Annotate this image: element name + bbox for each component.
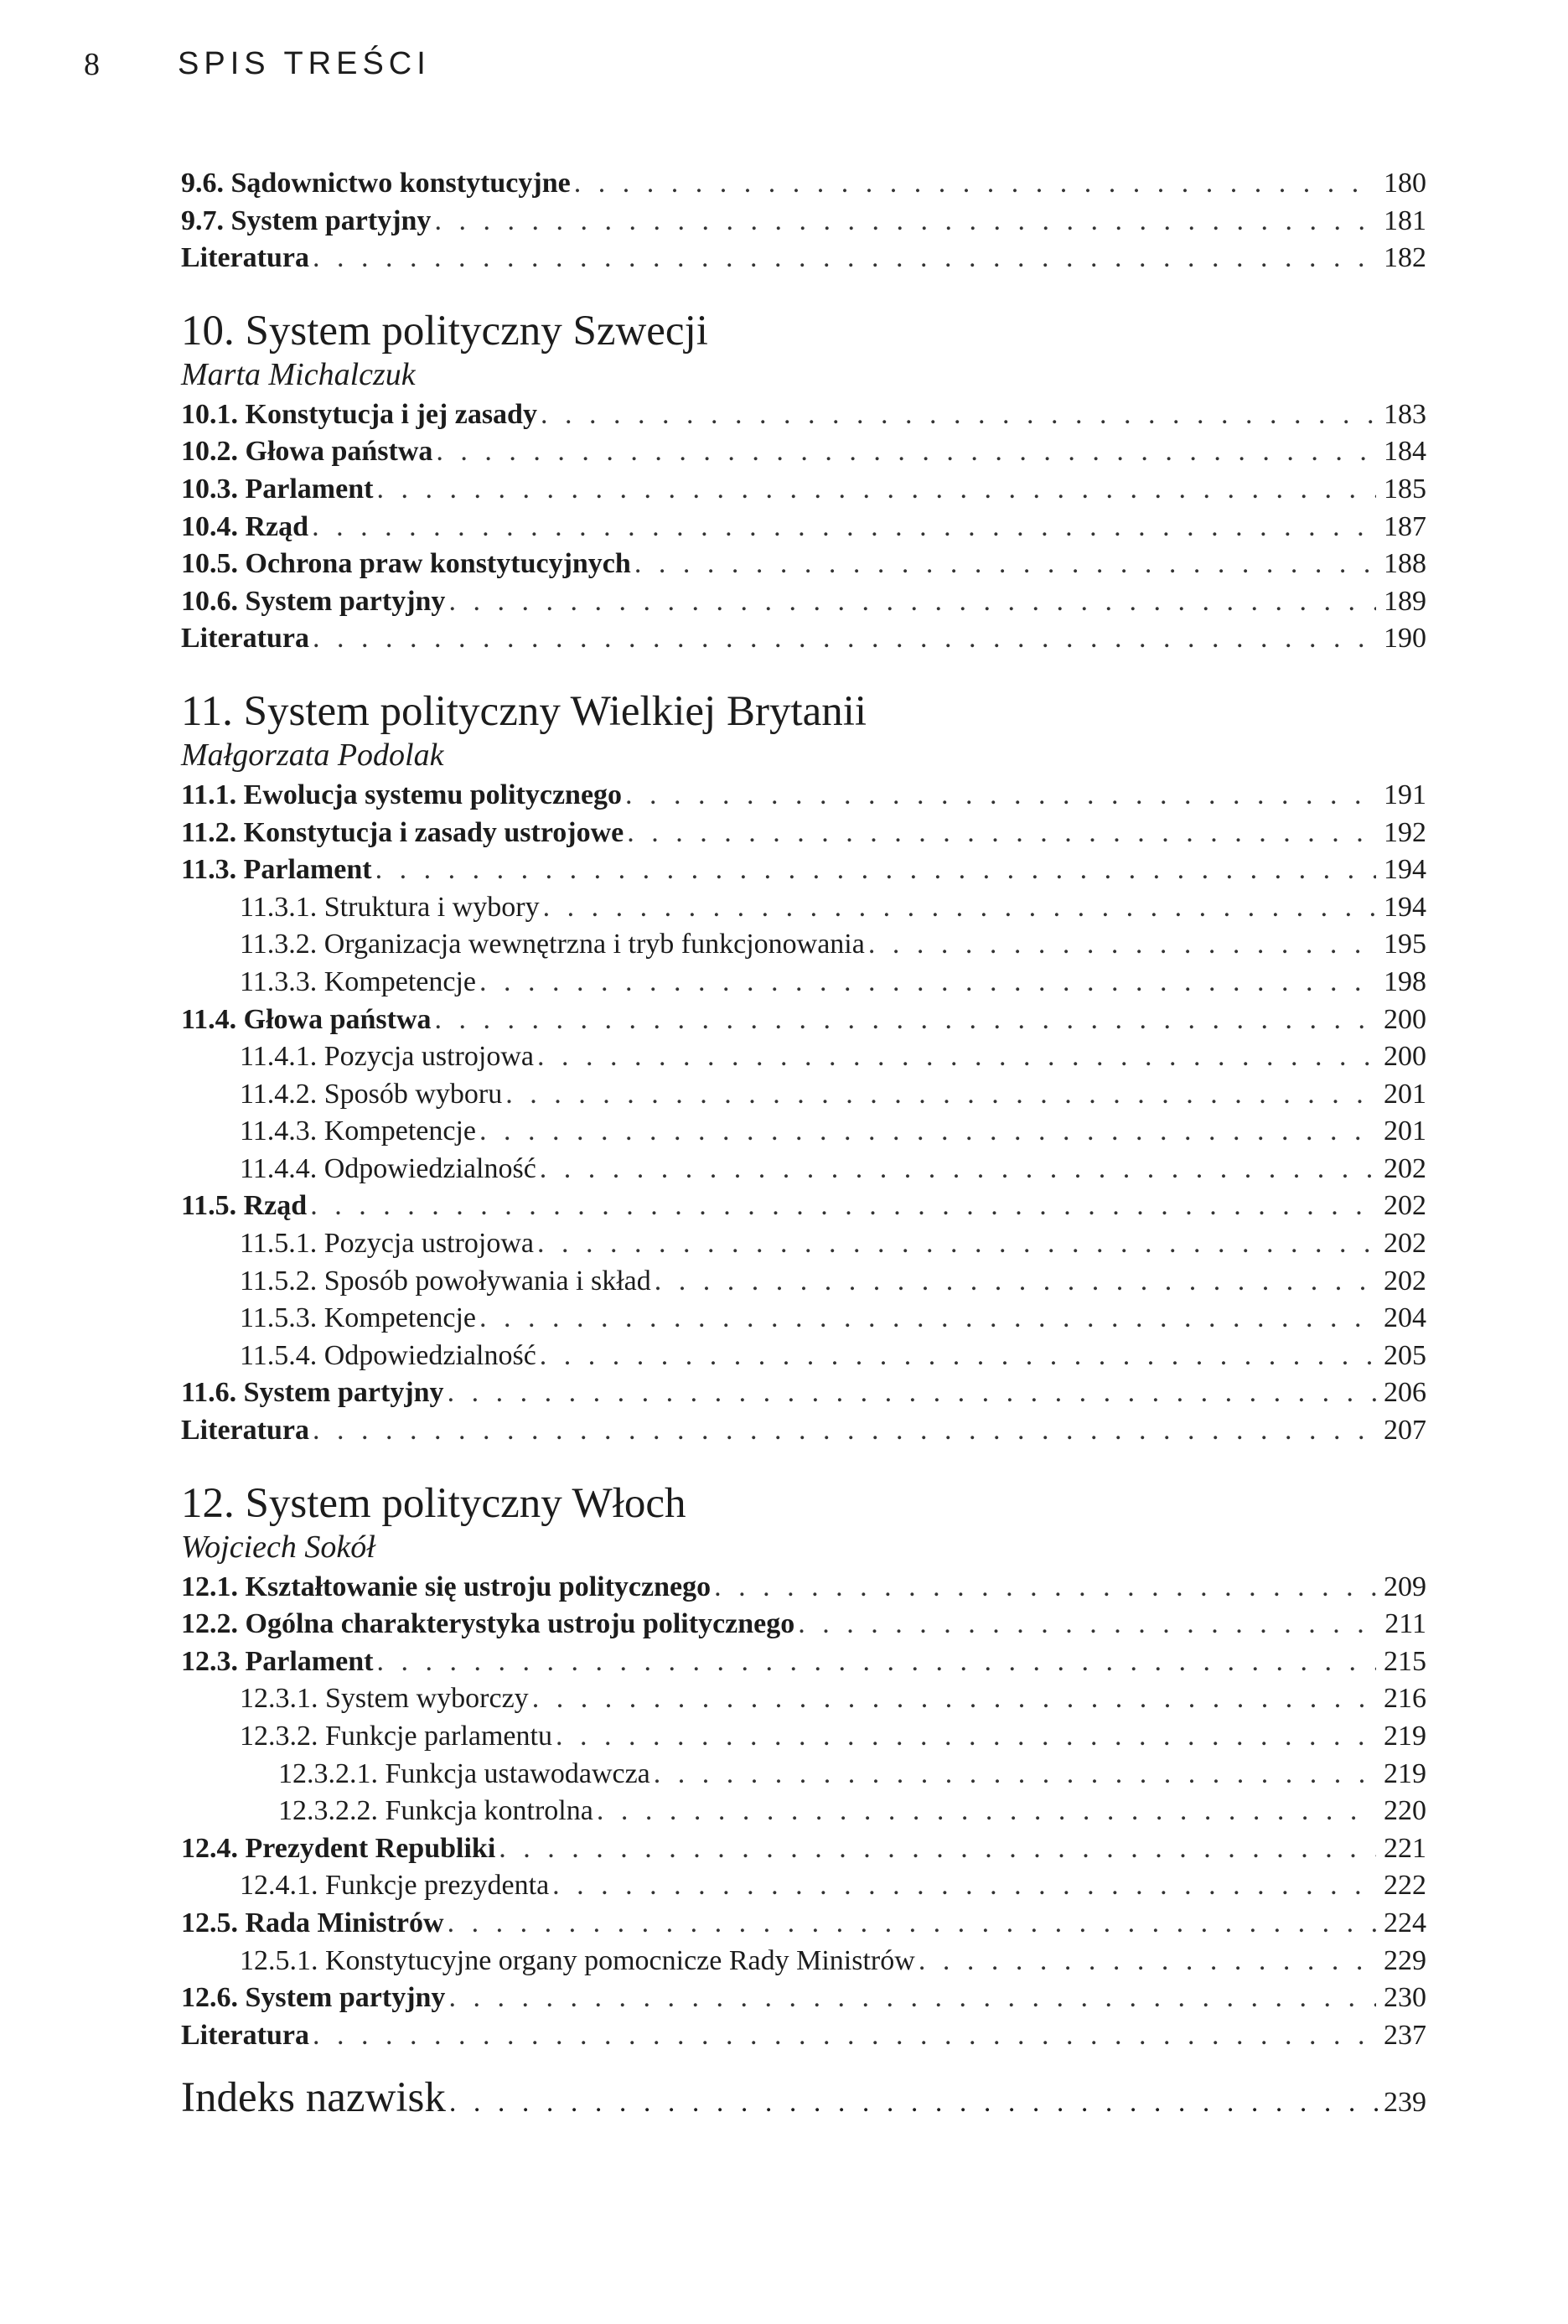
leader-dots: [552, 1721, 1376, 1752]
toc-entry[interactable]: [181, 892, 1426, 929]
toc-entry-label: 10.2. Głowa państwa: [181, 436, 433, 468]
leader-dots: [432, 1004, 1377, 1036]
toc-entry-page: 195: [1384, 929, 1426, 960]
toc-entry[interactable]: [181, 242, 1426, 280]
toc-entry[interactable]: [181, 1302, 1426, 1340]
toc-entry[interactable]: [181, 1758, 1426, 1796]
toc-entry-label: 12.3. Parlament: [181, 1645, 374, 1677]
page-number: 8: [84, 47, 100, 82]
leader-dots: [529, 1683, 1376, 1715]
chapter-title[interactable]: 10. System polityczny Szwecji: [181, 307, 708, 355]
index-entry-label: Indeks nazwisk: [181, 2074, 446, 2122]
leader-dots: [502, 1079, 1376, 1110]
toc-entry[interactable]: [181, 623, 1426, 660]
toc-entry[interactable]: [181, 1608, 1426, 1646]
leader-dots: [444, 1907, 1376, 1939]
index-entry-page: 239: [1384, 2087, 1426, 2119]
toc-entry[interactable]: [181, 1340, 1426, 1378]
toc-entry-label: 10.6. System partyjny: [181, 585, 446, 617]
toc-entry[interactable]: [181, 205, 1426, 243]
chapters: [181, 307, 1426, 2057]
toc-entry-page: 204: [1384, 1302, 1426, 1334]
toc-entry-page: 224: [1384, 1907, 1426, 1938]
toc-entry[interactable]: [181, 1153, 1426, 1191]
leader-dots: [432, 436, 1376, 468]
index-entry[interactable]: [181, 2073, 1426, 2127]
toc-entry-label: 12.5. Rada Ministrów: [181, 1907, 444, 1938]
toc-entry-label: 11.4.1. Pozycja ustrojowa: [240, 1041, 534, 1073]
chapter-section: [181, 1479, 1426, 2057]
toc-entry-label: Literatura: [181, 2019, 309, 2051]
leader-dots: [308, 511, 1376, 543]
leader-dots: [309, 623, 1376, 655]
toc-entry[interactable]: [181, 929, 1426, 966]
toc-entry-page: 200: [1384, 1041, 1426, 1073]
toc-entry-page: 219: [1384, 1757, 1426, 1789]
toc-entry-page: 209: [1384, 1571, 1426, 1602]
toc-entry-label: 11.4.3. Kompetencje: [240, 1115, 476, 1147]
leader-dots: [495, 1833, 1376, 1865]
toc-entry-label: 11.4.2. Sposób wyboru: [240, 1078, 503, 1110]
leader-dots: [476, 966, 1376, 998]
toc-entry-page: 205: [1384, 1339, 1426, 1371]
toc-entry-page: 184: [1384, 436, 1426, 468]
leader-dots: [549, 1870, 1376, 1902]
leader-dots: [309, 1415, 1376, 1447]
toc-entry-label: 9.6. Sądownictwo konstytucyjne: [181, 168, 571, 199]
toc-entry[interactable]: [181, 1646, 1426, 1684]
toc-entry-page: 198: [1384, 965, 1426, 997]
toc-entry-page: 187: [1384, 510, 1426, 542]
toc-entry-label: 12.3.2. Funkcje parlamentu: [240, 1721, 552, 1752]
toc-entry[interactable]: [181, 1721, 1426, 1758]
toc-entry[interactable]: [181, 436, 1426, 474]
chapter-title[interactable]: 11. System polityczny Wielkiej Brytanii: [181, 687, 867, 735]
leader-dots: [476, 1115, 1376, 1147]
toc-entry-label: Literatura: [181, 1415, 309, 1447]
toc-entry[interactable]: [181, 1415, 1426, 1452]
chapter-author: Małgorzata Podolak: [181, 737, 444, 773]
toc-entry-page: 202: [1384, 1265, 1426, 1297]
toc-entry-page: 211: [1384, 1608, 1426, 1640]
toc-entry-label: 11.3.2. Organizacja wewnętrzna i tryb funkcjonowania: [240, 929, 865, 960]
toc-entry[interactable]: [181, 1079, 1426, 1116]
toc-entry-label: 11.3.3. Kompetencje: [240, 965, 476, 997]
leader-dots: [446, 2087, 1384, 2119]
leader-dots: [571, 168, 1376, 199]
toc-entry-label: 10.1. Konstytucja i jej zasady: [181, 398, 537, 430]
toc-entry[interactable]: [181, 1228, 1426, 1266]
toc-entry-page: 188: [1384, 548, 1426, 580]
toc-entry[interactable]: [181, 399, 1426, 437]
leader-dots: [445, 586, 1376, 618]
toc-entry-label: 12.4.1. Funkcje prezydenta: [240, 1870, 550, 1902]
toc-entry-page: 229: [1384, 1944, 1426, 1976]
toc-entry-label: 12.3.1. System wyborczy: [240, 1683, 529, 1715]
toc-entry-page: 191: [1384, 779, 1426, 810]
toc-entry[interactable]: [181, 1795, 1426, 1833]
toc-entry-label: 11.4.4. Odpowiedzialność: [240, 1152, 536, 1184]
leader-dots: [444, 1377, 1376, 1409]
toc-entry-page: 215: [1384, 1645, 1426, 1677]
toc-entry[interactable]: [181, 1004, 1426, 1042]
toc-entry[interactable]: [181, 1982, 1426, 2020]
leader-dots: [309, 242, 1376, 274]
leader-dots: [307, 1190, 1376, 1222]
toc-entry[interactable]: [181, 1945, 1426, 1983]
toc-entry-label: 11.5. Rząd: [181, 1190, 308, 1222]
toc-entry-page: 180: [1384, 168, 1426, 199]
prev-entries: [181, 168, 1426, 280]
leader-dots: [431, 205, 1376, 237]
leader-dots: [794, 1608, 1376, 1640]
toc-entry-label: 12.4. Prezydent Republiki: [181, 1832, 496, 1864]
leader-dots: [593, 1795, 1376, 1827]
toc-entry-page: 183: [1384, 398, 1426, 430]
running-head: SPIS TREŚCI: [178, 46, 431, 81]
toc-entry-label: 10.5. Ochrona praw konstytucyjnych: [181, 548, 631, 580]
leader-dots: [540, 892, 1376, 924]
toc-entry-label: 11.3.1. Struktura i wybory: [240, 891, 540, 923]
leader-dots: [537, 399, 1376, 431]
leader-dots: [651, 1266, 1376, 1297]
leader-dots: [536, 1340, 1376, 1372]
leader-dots: [624, 817, 1376, 849]
table-of-contents: [181, 168, 1426, 2127]
toc-entry-page: 185: [1384, 473, 1426, 505]
chapter-author: Marta Michalczuk: [181, 356, 416, 392]
toc-entry-label: 11.5.2. Sposób powoływania i skład: [240, 1265, 651, 1297]
leader-dots: [536, 1153, 1376, 1185]
leader-dots: [631, 548, 1376, 580]
leader-dots: [865, 929, 1376, 960]
toc-entry-label: 12.2. Ogólna charakterystyka ustroju politycznego: [181, 1608, 795, 1640]
toc-entry-label: 11.6. System partyjny: [181, 1377, 444, 1409]
toc-entry[interactable]: [181, 966, 1426, 1004]
toc-entry-page: 202: [1384, 1152, 1426, 1184]
leader-dots: [711, 1571, 1376, 1603]
leader-dots: [915, 1945, 1376, 1977]
toc-entry-label: 11.5.4. Odpowiedzialność: [240, 1339, 536, 1371]
toc-entry-page: 230: [1384, 1982, 1426, 2014]
leader-dots: [476, 1302, 1376, 1334]
toc-entry-label: 12.3.2.2. Funkcja kontrolna: [278, 1795, 593, 1827]
toc-entry-page: 192: [1384, 816, 1426, 848]
leader-dots: [373, 1646, 1376, 1678]
toc-entry[interactable]: [181, 511, 1426, 549]
toc-entry[interactable]: [181, 817, 1426, 855]
toc-entry[interactable]: [181, 548, 1426, 586]
toc-entry-page: 181: [1384, 204, 1426, 236]
chapter-title[interactable]: 12. System polityczny Włoch: [181, 1479, 686, 1527]
toc-entry-label: 11.1. Ewolucja systemu politycznego: [181, 779, 623, 810]
toc-entry[interactable]: [181, 474, 1426, 511]
toc-entry-label: 10.3. Parlament: [181, 473, 374, 505]
toc-entry-label: 11.5.3. Kompetencje: [240, 1302, 476, 1334]
toc-entry-page: 182: [1384, 242, 1426, 274]
leader-dots: [373, 474, 1376, 505]
leader-dots: [650, 1758, 1376, 1790]
chapter-section: [181, 687, 1426, 1452]
toc-entry-label: 12.1. Kształtowanie się ustroju politycznego: [181, 1571, 712, 1602]
chapter-section: [181, 307, 1426, 660]
toc-entry[interactable]: [181, 1377, 1426, 1415]
toc-entry[interactable]: [181, 586, 1426, 624]
toc-entry-page: 201: [1384, 1078, 1426, 1110]
toc-entry[interactable]: [181, 1115, 1426, 1153]
toc-entry-label: 12.5.1. Konstytucyjne organy pomocnicze Rady Ministrów: [240, 1944, 915, 1976]
toc-entry[interactable]: [181, 1907, 1426, 1945]
leader-dots: [309, 2020, 1376, 2052]
toc-entry-page: 219: [1384, 1721, 1426, 1752]
chapter-author: Wojciech Sokół: [181, 1529, 375, 1565]
toc-entry-page: 200: [1384, 1003, 1426, 1035]
toc-entry[interactable]: [181, 168, 1426, 205]
leader-dots: [372, 854, 1376, 886]
toc-entry-page: 194: [1384, 891, 1426, 923]
toc-entry[interactable]: [181, 1266, 1426, 1303]
toc-entry[interactable]: [181, 1571, 1426, 1609]
toc-entry-page: 222: [1384, 1870, 1426, 1902]
toc-entry-label: 12.3.2.1. Funkcja ustawodawcza: [278, 1757, 650, 1789]
toc-entry-page: 202: [1384, 1190, 1426, 1222]
toc-entry[interactable]: [181, 1190, 1426, 1228]
toc-entry-label: 11.3. Parlament: [181, 854, 372, 886]
toc-entry-page: 220: [1384, 1795, 1426, 1827]
toc-entry-page: 237: [1384, 2019, 1426, 2051]
toc-entry[interactable]: [181, 1041, 1426, 1079]
toc-entry-page: 189: [1384, 585, 1426, 617]
toc-entry-page: 221: [1384, 1832, 1426, 1864]
leader-dots: [534, 1041, 1376, 1073]
toc-entry-page: 202: [1384, 1228, 1426, 1260]
toc-entry-page: 216: [1384, 1683, 1426, 1715]
toc-entry-label: 9.7. System partyjny: [181, 204, 432, 236]
toc-entry[interactable]: [181, 1833, 1426, 1871]
toc-entry-page: 207: [1384, 1415, 1426, 1447]
toc-entry[interactable]: [181, 779, 1426, 817]
leader-dots: [534, 1228, 1376, 1260]
toc-entry-label: 10.4. Rząd: [181, 510, 309, 542]
toc-entry-label: Literatura: [181, 623, 309, 655]
toc-entry-label: 11.2. Konstytucja i zasady ustrojowe: [181, 816, 624, 848]
toc-entry[interactable]: [181, 2020, 1426, 2057]
toc-entry-page: 206: [1384, 1377, 1426, 1409]
leader-dots: [445, 1982, 1376, 2014]
toc-entry[interactable]: [181, 1870, 1426, 1907]
leader-dots: [622, 779, 1376, 811]
toc-entry[interactable]: [181, 854, 1426, 892]
toc-entry-page: 194: [1384, 854, 1426, 886]
toc-entry[interactable]: [181, 1683, 1426, 1721]
toc-entry-label: Literatura: [181, 242, 309, 274]
toc-entry-label: 11.4. Głowa państwa: [181, 1003, 432, 1035]
toc-entry-label: 12.6. System partyjny: [181, 1982, 446, 2014]
toc-entry-label: 11.5.1. Pozycja ustrojowa: [240, 1228, 534, 1260]
toc-entry-page: 201: [1384, 1115, 1426, 1147]
toc-entry-page: 190: [1384, 623, 1426, 655]
